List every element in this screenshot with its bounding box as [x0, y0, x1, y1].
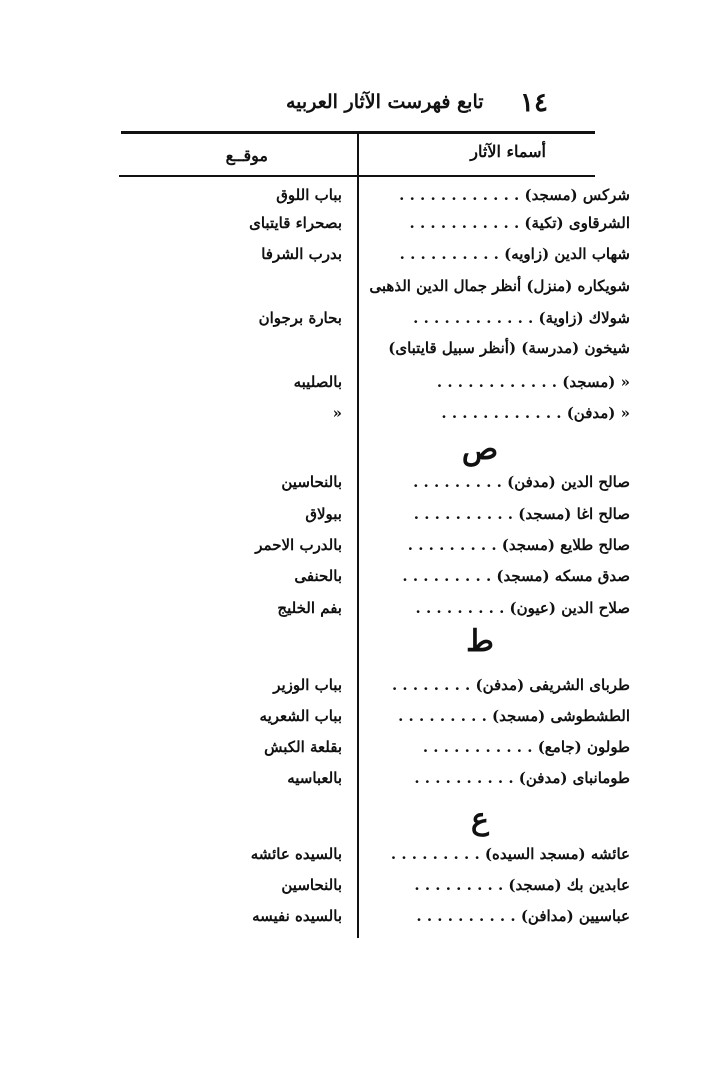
- table-row: [0, 738, 720, 766]
- monument-location: بباب الشعريه: [259, 707, 342, 725]
- monument-name: « (مسجد) . . . . . . . . . . . .: [436, 373, 630, 391]
- table-row: [0, 676, 720, 704]
- monument-name: صدق مسكه (مسجد) . . . . . . . . .: [402, 567, 630, 585]
- monument-location: بالنحاسين: [281, 473, 342, 491]
- table-row: [0, 214, 720, 242]
- monument-location: بباب الوزير: [273, 676, 342, 694]
- table-row: [0, 907, 720, 935]
- monument-name: شويكاره (منزل) أنظر جمال الدين الذهبى: [369, 277, 630, 295]
- monument-name: « (مدفن) . . . . . . . . . . . .: [441, 404, 630, 422]
- table-row: [0, 769, 720, 797]
- table-row: [0, 404, 720, 432]
- monument-name: عائشه (مسجد السيده) . . . . . . . . .: [390, 845, 630, 863]
- section-letter: ع: [471, 802, 489, 837]
- monument-name: الطشطوشى (مسجد) . . . . . . . . .: [398, 707, 630, 725]
- table-row: [0, 186, 720, 214]
- monument-name: شهاب الدين (زاويه) . . . . . . . . . .: [399, 245, 630, 263]
- page-number: ١٤: [520, 88, 548, 118]
- monument-name: صالح اغا (مسجد) . . . . . . . . . .: [413, 505, 630, 523]
- table-row: [0, 505, 720, 533]
- monument-location: بصحراء قايتباى: [249, 214, 342, 232]
- monument-name: الشرقاوى (تكية) . . . . . . . . . . .: [409, 214, 630, 232]
- monument-location: «: [332, 404, 342, 422]
- table-row: [0, 599, 720, 627]
- monument-location: بالسيده نفيسه: [252, 907, 342, 925]
- table-row: [0, 339, 720, 367]
- monument-location: بالنحاسين: [281, 876, 342, 894]
- monument-name: طومانباى (مدفن) . . . . . . . . . .: [414, 769, 630, 787]
- monument-name: صلاح الدين (عيون) . . . . . . . . .: [415, 599, 630, 617]
- column-header-location: موقــع: [225, 146, 268, 165]
- monument-location: بحارة برجوان: [258, 309, 342, 327]
- monument-location: بالحنفى: [294, 567, 342, 585]
- monument-name: عابدين بك (مسجد) . . . . . . . . .: [414, 876, 630, 894]
- monument-location: بباب اللوق: [276, 186, 342, 204]
- monument-name: عباسيين (مدافن) . . . . . . . . . .: [416, 907, 630, 925]
- table-row: [0, 707, 720, 735]
- monument-location: بفم الخليج: [277, 599, 342, 617]
- table-row: [0, 536, 720, 564]
- monument-name: شركس (مسجد) . . . . . . . . . . . .: [399, 186, 630, 204]
- table-row: [0, 277, 720, 305]
- monument-name: طولون (جامع) . . . . . . . . . . .: [422, 738, 630, 756]
- table-row: [0, 473, 720, 501]
- table-row: [0, 245, 720, 273]
- table-row: [0, 309, 720, 337]
- monument-location: بقلعة الكبش: [264, 738, 342, 756]
- monument-location: بالدرب الاحمر: [255, 536, 342, 554]
- monument-location: بالعباسيه: [287, 769, 342, 787]
- monument-location: بالصليبه: [293, 373, 342, 391]
- monument-name: شولاك (زاوية) . . . . . . . . . . . .: [413, 309, 630, 327]
- monument-location: بدرب الشرفا: [261, 245, 342, 263]
- section-letter: ص: [461, 432, 499, 467]
- monument-name: طرباى الشريفى (مدفن) . . . . . . . .: [391, 676, 630, 694]
- table-row: [0, 876, 720, 904]
- monument-location: بالسيده عائشه: [250, 845, 342, 863]
- monument-name: صالح الدين (مدفن) . . . . . . . . .: [413, 473, 630, 491]
- column-header-names: أسماء الآثار: [470, 142, 546, 161]
- table-row: [0, 373, 720, 401]
- monument-name: شيخون (مدرسة) (أنظر سبيل قايتباى): [388, 339, 630, 357]
- monument-location: ببولاق: [305, 505, 342, 523]
- page-title: تابع فهرست الآثار العربيه: [286, 91, 484, 113]
- monument-name: صالح طلايع (مسجد) . . . . . . . . .: [407, 536, 630, 554]
- section-letter: ط: [466, 624, 494, 659]
- table-row: [0, 845, 720, 873]
- table-row: [0, 567, 720, 595]
